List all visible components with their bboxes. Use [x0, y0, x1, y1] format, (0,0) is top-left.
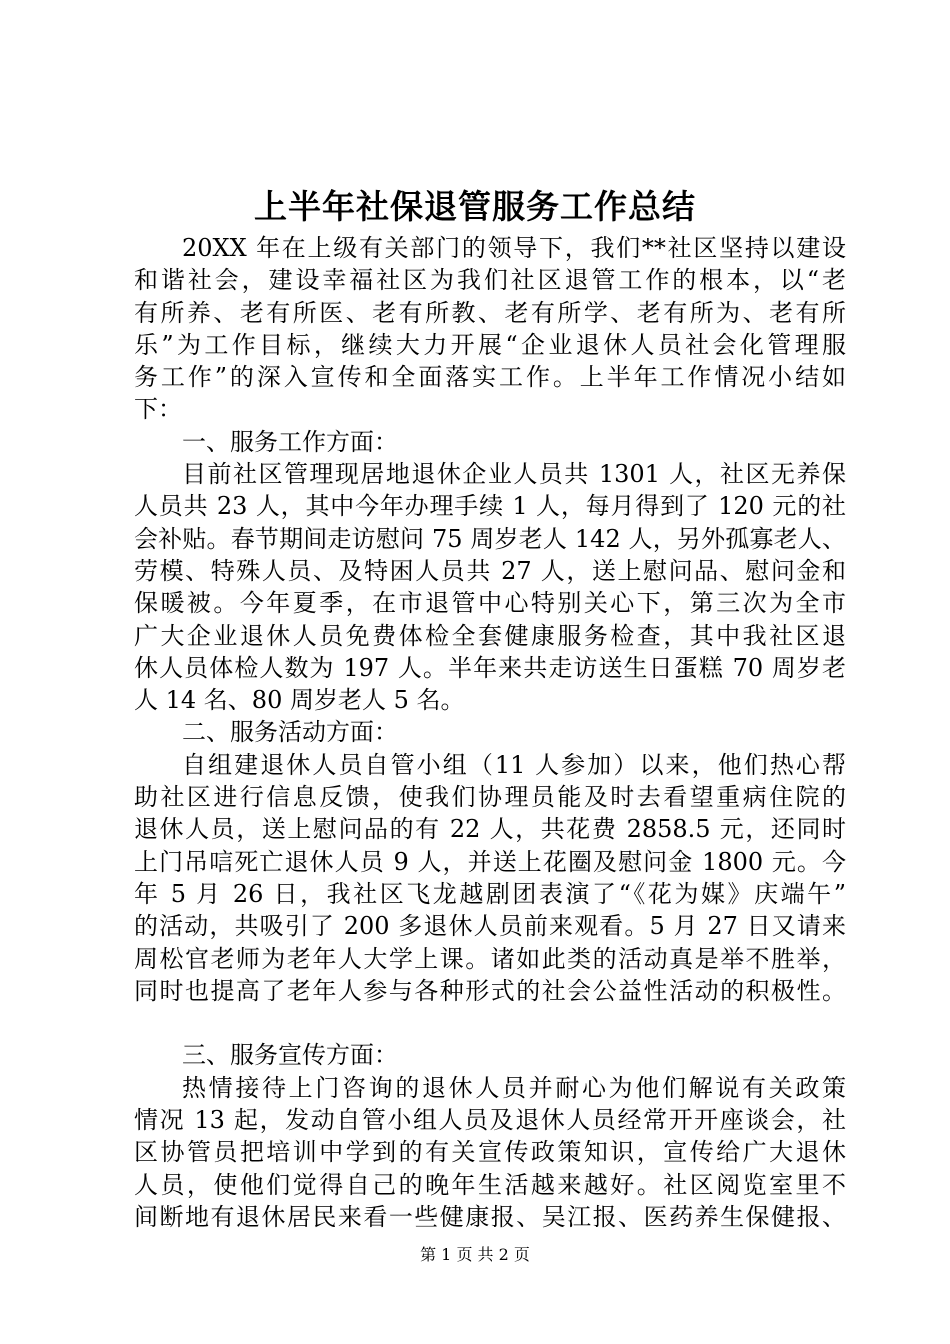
intro-line: 下： — [134, 395, 182, 424]
section1-line: 人员共 23 人，其中今年办理手续 1 人，每月得到了 120 元的社 — [134, 492, 846, 521]
section1-line: 广大企业退休人员免费体检全套健康服务检查，其中我社区退 — [134, 621, 846, 650]
document-body — [134, 232, 846, 1233]
intro-line: 20XX 年在上级有关部门的领导下，我们**社区坚持以建设 — [182, 234, 846, 262]
paragraph-gap — [134, 1007, 846, 1039]
document-title: 上半年社保退管服务工作总结 — [254, 187, 696, 226]
section2-line: 上门吊唁死亡退休人员 9 人，并送上花圈及慰问金 1800 元。今 — [134, 847, 846, 876]
intro-line: 有所养、老有所医、老有所教、老有所学、老有所为、老有所 — [134, 298, 846, 327]
intro-line: 乐”为工作目标，继续大力开展“企业退休人员社会化管理服 — [134, 330, 846, 359]
section1-line: 休人员体检人数为 197 人。半年来共走访送生日蛋糕 70 周岁老 — [134, 653, 846, 682]
section3-line: 人员，使他们觉得自己的晚年生活越来越好。社区阅览室里不 — [134, 1170, 846, 1199]
page-footer: 第 1 页 共 2 页 — [420, 1245, 530, 1264]
section3-line: 间断地有退休居民来看一些健康报、吴江报、医药养生保健报、 — [134, 1202, 846, 1231]
section3-line: 热情接待上门咨询的退休人员并耐心为他们解说有关政策 — [182, 1073, 846, 1102]
section1-line: 劳模、特殊人员、及特困人员共 27 人，送上慰问品、慰问金和 — [134, 556, 846, 585]
section-heading-service-work: 一、服务工作方面： — [182, 427, 398, 456]
section3-line: 区协管员把培训中学到的有关宣传政策知识，宣传给广大退休 — [134, 1138, 846, 1167]
section2-line: 年 5 月 26 日，我社区飞龙越剧团表演了“《花为媒》庆端午” — [134, 879, 846, 908]
section3-line: 情况 13 起，发动自管小组人员及退休人员经常开开座谈会，社 — [134, 1106, 846, 1135]
section2-line: 助社区进行信息反馈，使我们协理员能及时去看望重病住院的 — [134, 783, 846, 812]
intro-line: 和谐社会，建设幸福社区为我们社区退管工作的根本，以“老 — [134, 266, 846, 295]
intro-line: 务工作”的深入宣传和全面落实工作。上半年工作情况小结如 — [134, 363, 846, 392]
section-heading-service-activities: 二、服务活动方面： — [182, 718, 398, 747]
section2-line: 退休人员，送上慰问品的有 22 人，共花费 2858.5 元，还同时 — [134, 815, 846, 844]
section1-line: 目前社区管理现居地退休企业人员共 1301 人，社区无养保 — [182, 460, 846, 489]
section-heading-service-publicity: 三、服务宣传方面： — [182, 1041, 398, 1070]
section2-line: 的活动，共吸引了 200 多退休人员前来观看。5 月 27 日又请来 — [134, 912, 846, 941]
section2-line: 自组建退休人员自管小组（11 人参加）以来，他们热心帮 — [182, 750, 846, 779]
section1-line: 人 14 名、80 周岁老人 5 名。 — [134, 686, 465, 715]
section2-line: 同时也提高了老年人参与各种形式的社会公益性活动的积极性。 — [134, 976, 846, 1005]
section1-line: 保暖被。今年夏季，在市退管中心特别关心下，第三次为全市 — [134, 589, 846, 618]
section2-line: 周松官老师为老年人大学上课。诸如此类的活动真是举不胜举， — [134, 944, 846, 973]
section1-line: 会补贴。春节期间走访慰问 75 周岁老人 142 人，另外孤寡老人、 — [134, 524, 846, 553]
